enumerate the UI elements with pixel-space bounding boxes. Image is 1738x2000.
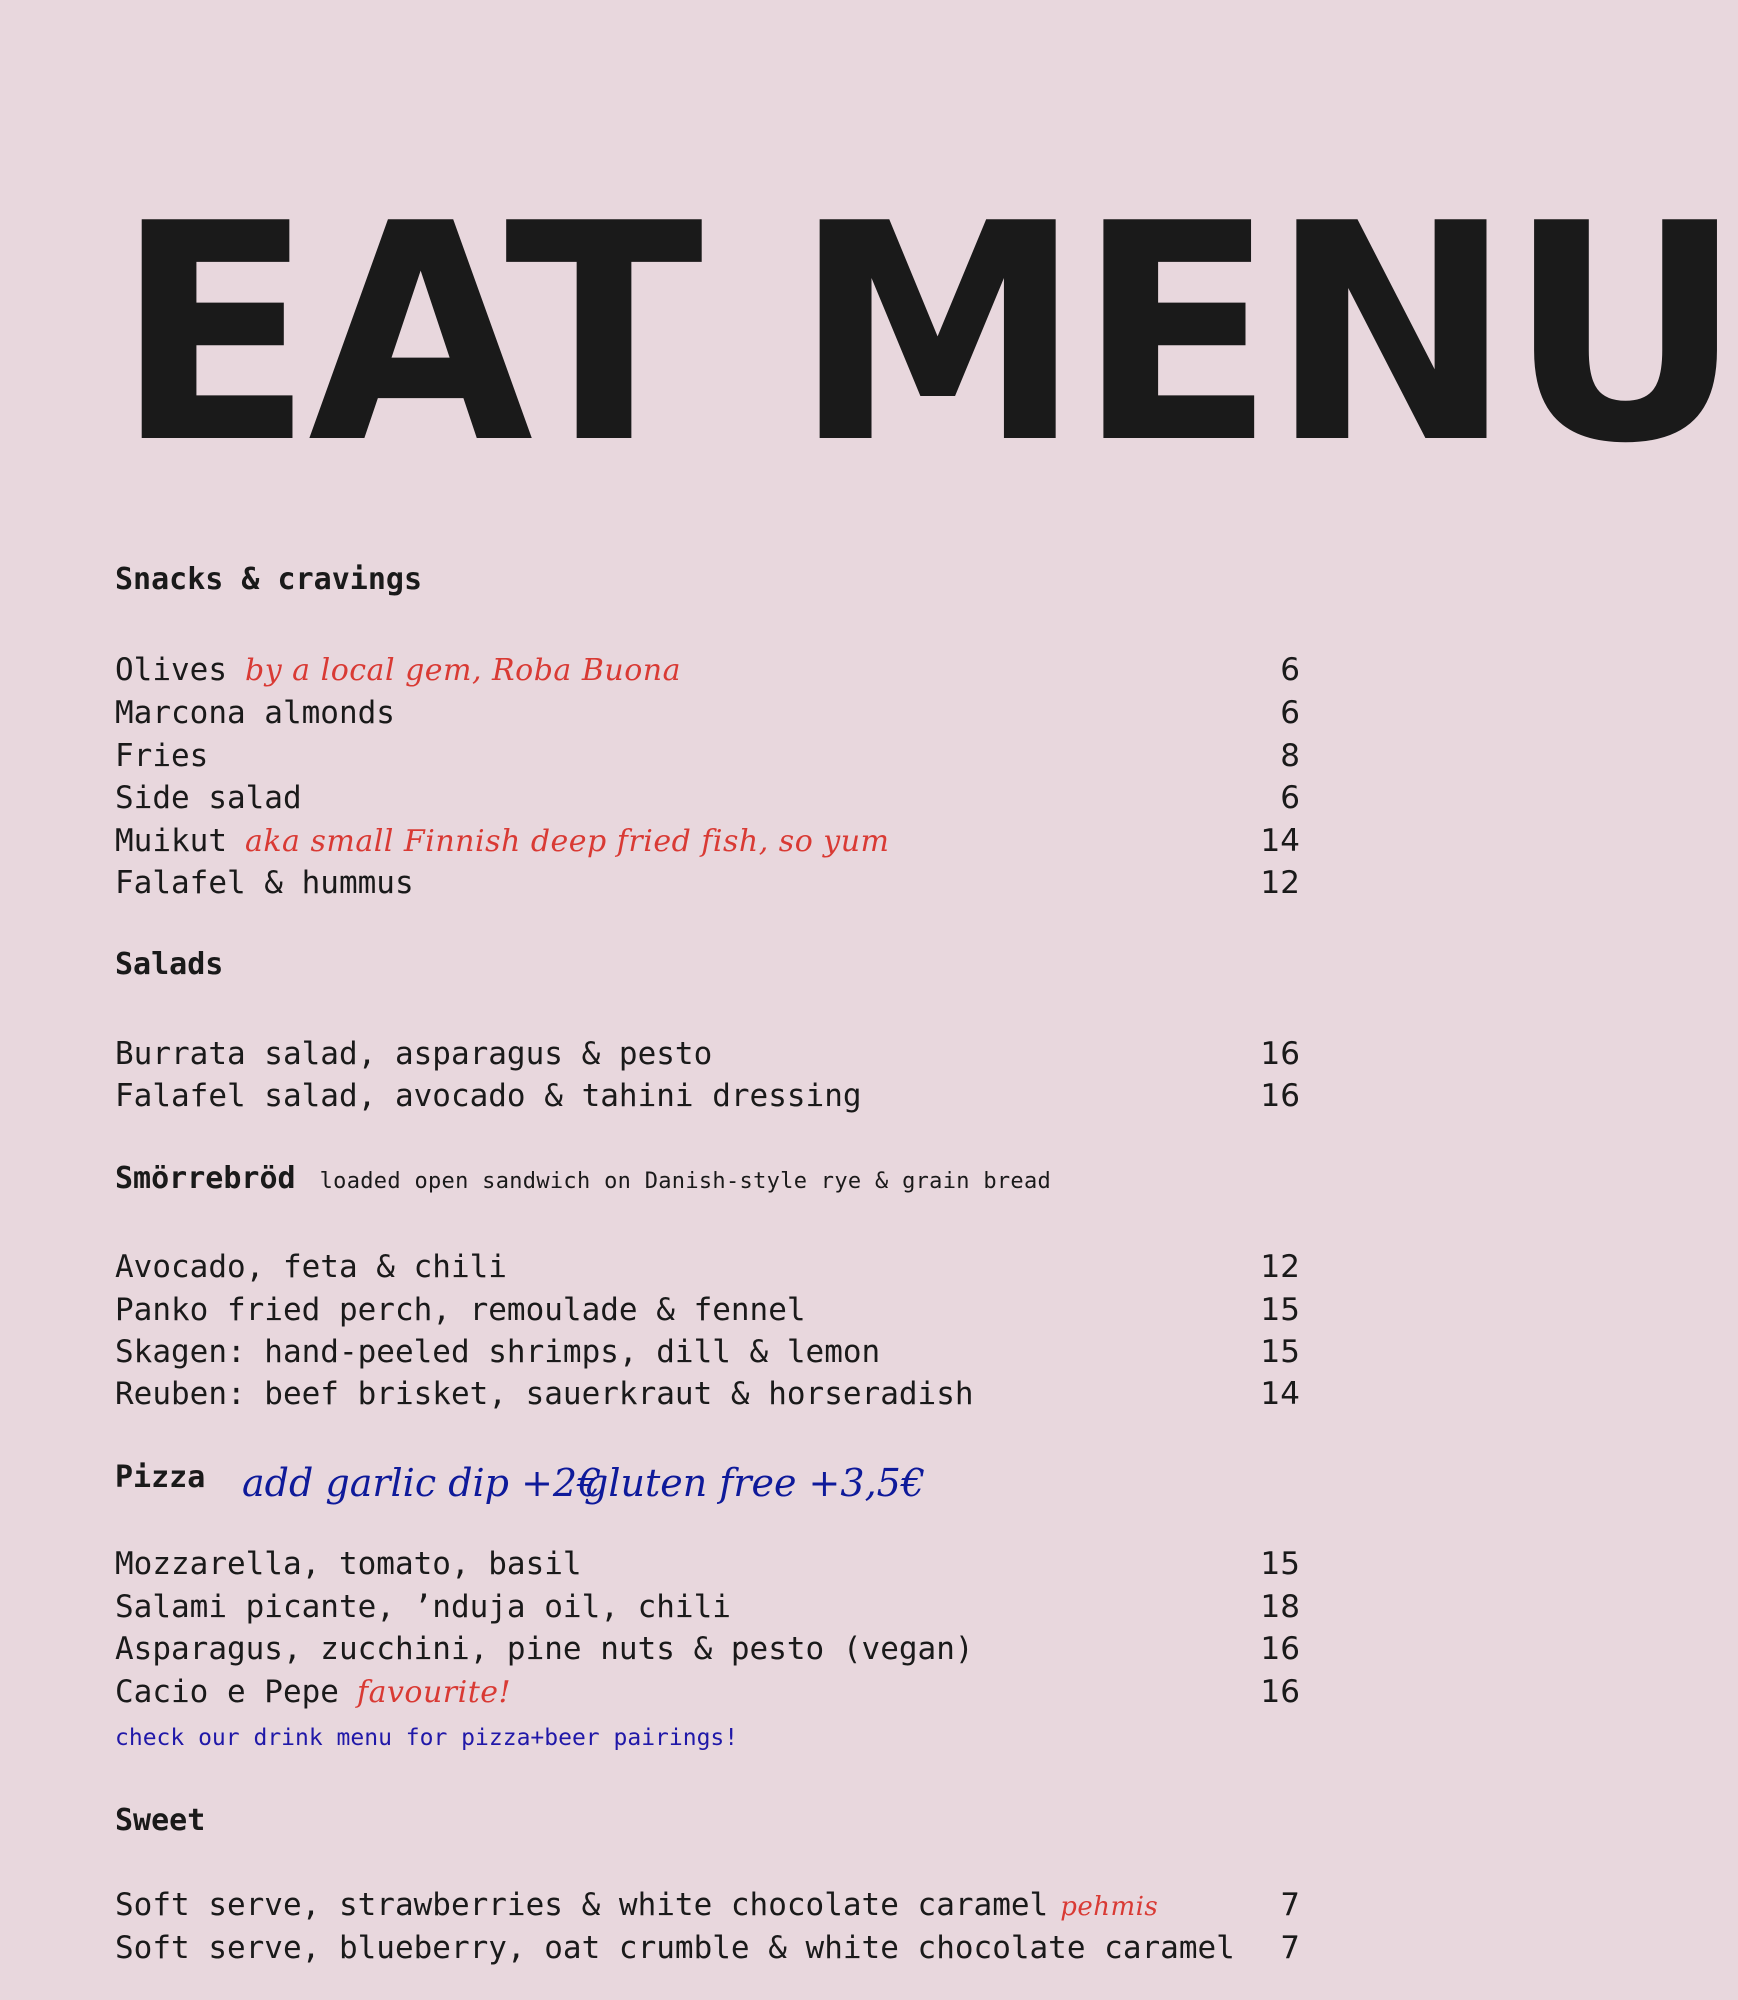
item-name: Falafel & hummus: [115, 865, 414, 901]
item-name: Muikut: [115, 823, 227, 859]
menu-item: [115, 692, 1300, 734]
section-subheading: loaded open sandwich on Danish-style rye & grain bread: [319, 1169, 1052, 1194]
section-heading-snacks: Snacks & cravings: [115, 562, 423, 597]
menu-item: [115, 1033, 1300, 1075]
item-name: Olives: [115, 652, 227, 688]
menu-item: [115, 1884, 1300, 1926]
menu-item: [115, 1586, 1300, 1628]
section-heading-smorrebrod: [115, 1159, 1051, 1199]
item-name: Side salad: [115, 780, 302, 816]
item-note: aka small Finnish deep fried fish, so yum: [244, 824, 890, 859]
item-name: Fries: [115, 738, 209, 774]
section-heading-sweet: Sweet: [115, 1803, 206, 1838]
menu-title: EAT MENU: [115, 160, 1738, 509]
menu-item: [115, 1628, 1300, 1670]
item-price: 7: [1280, 1887, 1300, 1923]
item-note: pehmis: [1060, 1892, 1159, 1922]
item-name: Falafel salad, avocado & tahini dressing: [115, 1078, 862, 1114]
item-price: 16: [1260, 1078, 1300, 1114]
item-name: Skagen: hand-peeled shrimps, dill & lemon: [115, 1334, 881, 1370]
menu-item: [115, 1373, 1300, 1415]
item-name: Soft serve, strawberries & white chocolate caramel: [115, 1887, 1049, 1923]
section-title: Smörrebröd: [115, 1161, 296, 1196]
item-name: Salami picante, ’nduja oil, chili: [115, 1589, 731, 1625]
item-note: favourite!: [356, 1675, 512, 1710]
item-price: 6: [1280, 652, 1300, 688]
item-price: 15: [1260, 1334, 1300, 1370]
menu-item: [115, 777, 1300, 819]
item-price: 6: [1280, 780, 1300, 816]
menu-item: [115, 1075, 1300, 1117]
item-price: 12: [1260, 1249, 1300, 1285]
item-price: 16: [1260, 1036, 1300, 1072]
item-price: 14: [1260, 1376, 1300, 1412]
item-name: Panko fried perch, remoulade & fennel: [115, 1292, 806, 1328]
item-name: Cacio e Pepe: [115, 1674, 339, 1710]
item-name: Soft serve, blueberry, oat crumble & white chocolate caramel: [115, 1930, 1235, 1966]
menu-item: [115, 820, 1300, 862]
menu-item: [115, 1289, 1300, 1331]
item-price: 16: [1260, 1674, 1300, 1710]
menu-page: [115, 0, 1738, 2000]
item-price: 6: [1280, 695, 1300, 731]
section-heading-pizza: Pizza: [115, 1460, 206, 1495]
menu-item: [115, 735, 1300, 777]
menu-item: [115, 1246, 1300, 1288]
item-price: 16: [1260, 1631, 1300, 1667]
item-name: Asparagus, zucchini, pine nuts & pesto (vegan): [115, 1631, 974, 1667]
menu-item: [115, 1927, 1300, 1969]
item-name: Reuben: beef brisket, sauerkraut & horseradish: [115, 1376, 974, 1412]
menu-item: [115, 862, 1300, 904]
menu-item: [115, 649, 1300, 691]
item-price: 14: [1260, 823, 1300, 859]
item-price: 18: [1260, 1589, 1300, 1625]
item-name: Burrata salad, asparagus & pesto: [115, 1036, 713, 1072]
item-price: 8: [1280, 738, 1300, 774]
item-name: Avocado, feta & chili: [115, 1249, 507, 1285]
item-name: Mozzarella, tomato, basil: [115, 1546, 582, 1582]
item-name: Marcona almonds: [115, 695, 395, 731]
pizza-garlic-note: add garlic dip +2€: [242, 1461, 602, 1505]
item-note: by a local gem, Roba Buona: [244, 653, 681, 688]
pizza-gluten-note: gluten free +3,5€: [584, 1461, 925, 1505]
menu-item: [115, 1543, 1300, 1585]
item-price: 15: [1260, 1546, 1300, 1582]
item-price: 7: [1280, 1930, 1300, 1966]
menu-item: [115, 1671, 1300, 1713]
drink-pairing-note: check our drink menu for pizza+beer pairings!: [115, 1725, 739, 1751]
section-heading-salads: Salads: [115, 947, 224, 982]
item-price: 12: [1260, 865, 1300, 901]
item-price: 15: [1260, 1292, 1300, 1328]
menu-item: [115, 1331, 1300, 1373]
